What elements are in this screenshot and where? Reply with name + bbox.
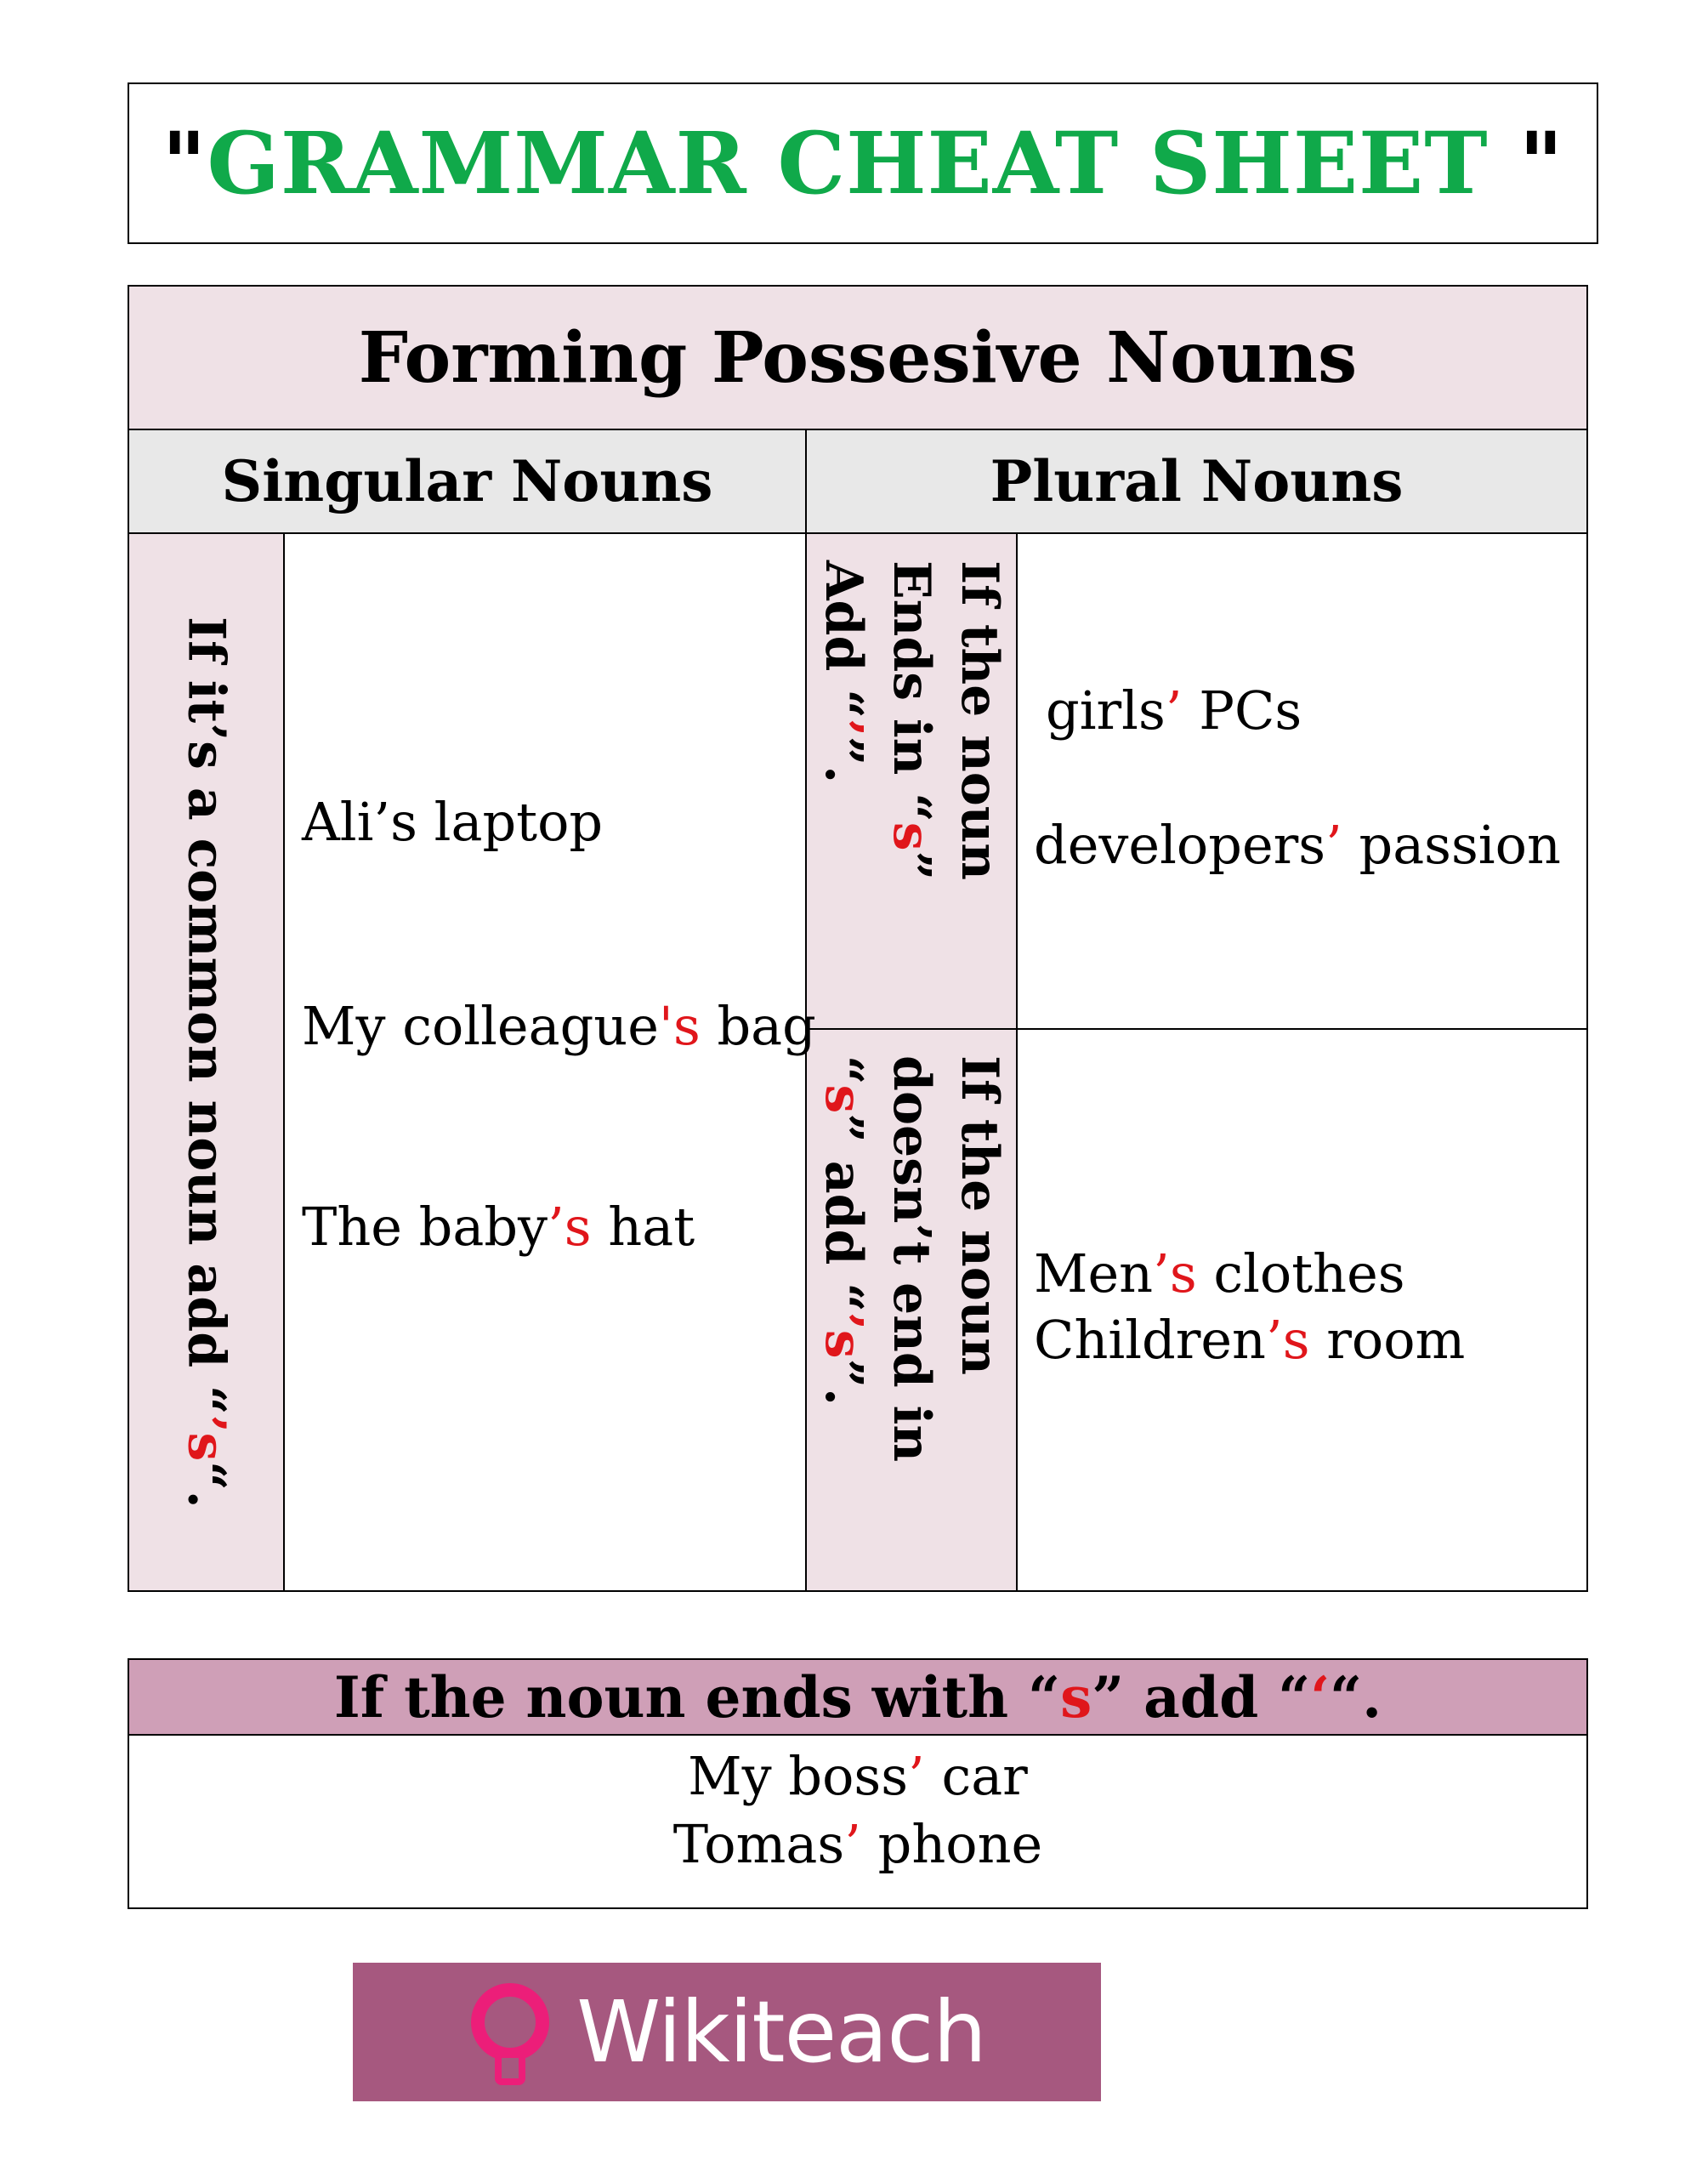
- singular-example: My colleague's bag: [302, 995, 816, 1057]
- divider: [1016, 534, 1018, 1590]
- plural-example: developers’ passion: [1034, 814, 1561, 876]
- ends-with-s-rule-box: [128, 1658, 1588, 1909]
- rule-heading: If the noun ends with “ s ” add “ ‘ “.: [129, 1660, 1586, 1736]
- singular-header-cell: [129, 430, 805, 532]
- plural-rule-not-ending-in-s: If the noun doesn’t end in “s” add “’s”.: [814, 1054, 1009, 1462]
- plural-example: Children’s room: [1034, 1309, 1466, 1371]
- title-box: [128, 82, 1598, 244]
- plural-header-cell: [807, 430, 1586, 532]
- plural-header: Plural Nouns: [990, 448, 1404, 514]
- logo-text: Wikiteach: [576, 1982, 986, 2082]
- singular-example: The baby’s hat: [302, 1196, 695, 1258]
- page-title: [162, 113, 1563, 213]
- table-heading-cell: [129, 287, 1586, 429]
- rule-example: My boss’ car: [688, 1745, 1028, 1807]
- title-text: GRAMMAR CHEAT SHEET: [207, 113, 1489, 213]
- lightbulb-icon: [468, 1980, 553, 2085]
- plural-rule-ends-in-s: If the noun Ends in “s” Add “’”.: [814, 560, 1009, 880]
- singular-rule: If it’s a common noun add “’s“.: [176, 616, 236, 1509]
- wikiteach-logo: [353, 1963, 1101, 2101]
- divider: [283, 534, 285, 1590]
- rule-example: Tomas’ phone: [672, 1813, 1043, 1875]
- title-close-quote: ": [1488, 113, 1564, 213]
- table-heading: Forming Possesive Nouns: [358, 316, 1358, 399]
- singular-example: Ali’s laptop: [302, 791, 604, 853]
- plural-example: Men’s clothes: [1034, 1242, 1405, 1304]
- title-open-quote: ": [162, 113, 207, 213]
- plural-example: girls’ PCs: [1046, 679, 1302, 742]
- possessive-nouns-table: [128, 285, 1588, 1592]
- singular-header: Singular Nouns: [221, 448, 713, 514]
